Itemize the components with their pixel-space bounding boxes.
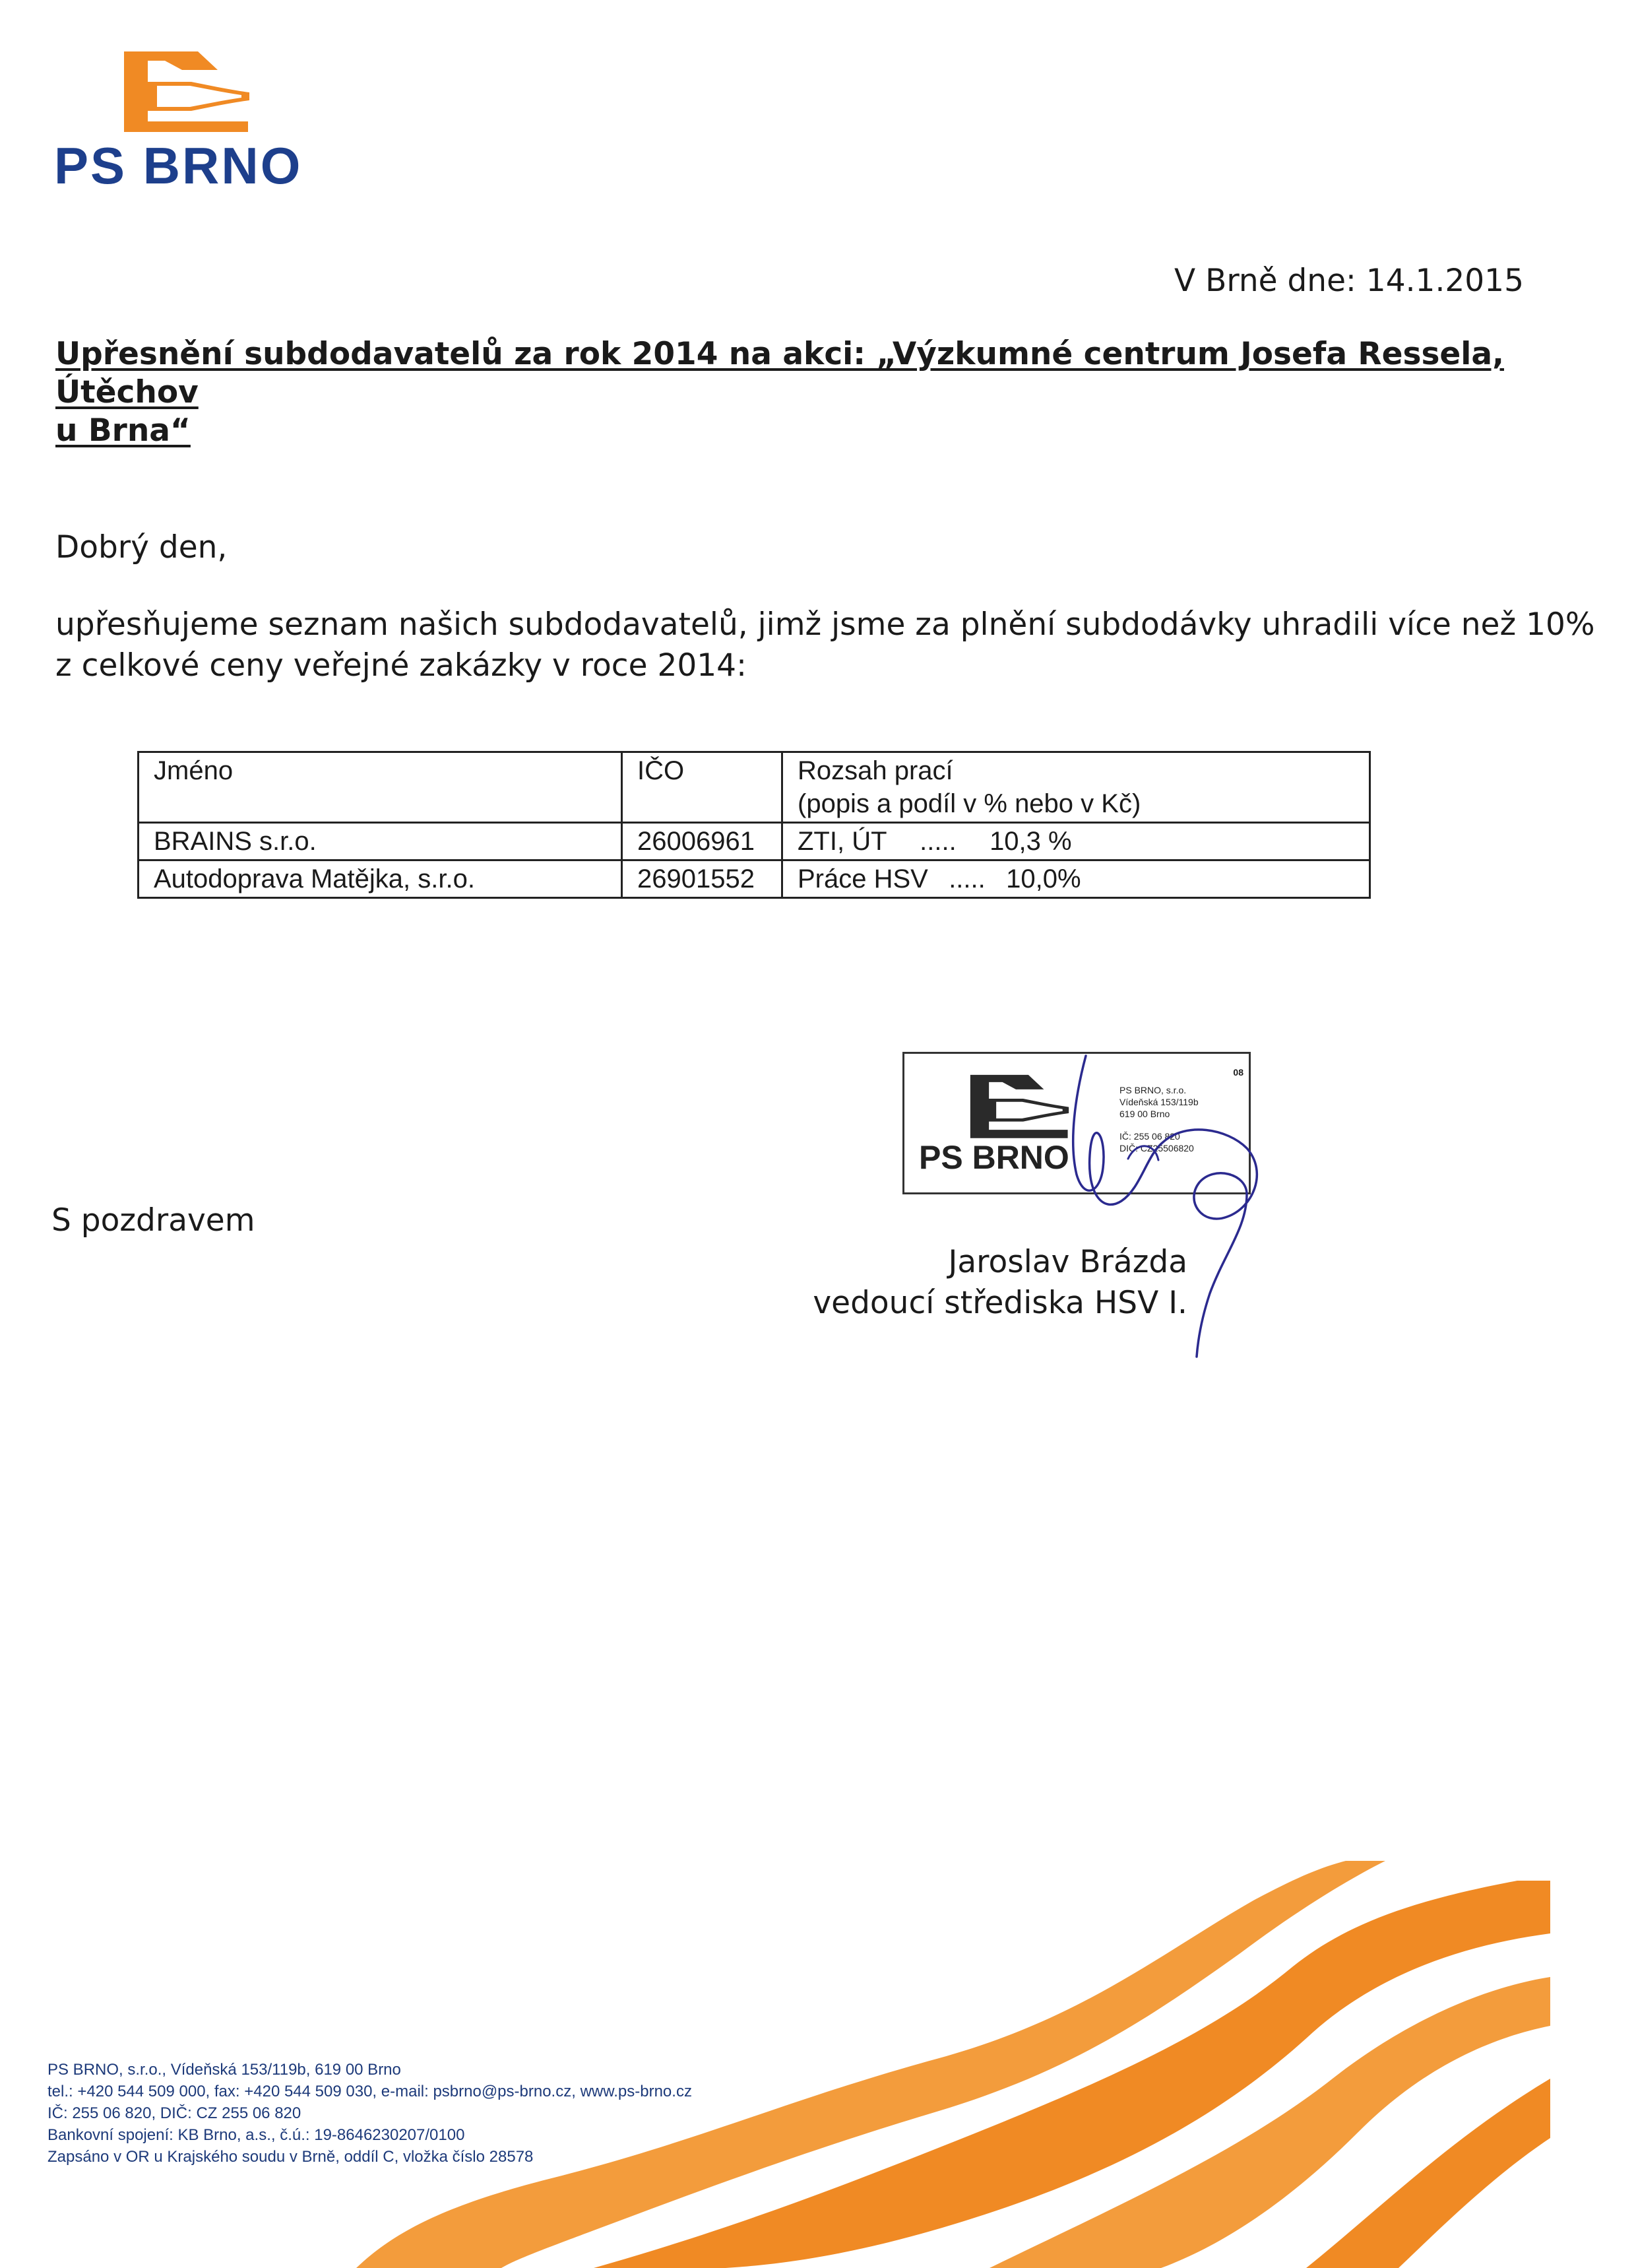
ps-brno-logo-icon xyxy=(119,45,264,137)
stamp-line-5: DIČ: CZ25506820 xyxy=(1119,1143,1194,1153)
stamp-line-4: IČ: 255 06 820 xyxy=(1119,1131,1180,1142)
letter-date: V Brně dne: 14.1.2015 xyxy=(1174,263,1524,299)
footer-line-1: PS BRNO, s.r.o., Vídeňská 153/119b, 619 00 Brno xyxy=(47,2061,401,2079)
header-scope-line-1: Rozsah prací xyxy=(798,756,953,785)
header-ico: IČO xyxy=(622,752,782,823)
stamp-logo-text: PS BRNO xyxy=(919,1139,1069,1176)
footer-line-2: tel.: +420 544 509 000, fax: +420 544 509 030, e-mail: psbrno@ps-brno.cz, www.ps-brno.cz xyxy=(47,2083,692,2100)
body-paragraph xyxy=(55,604,1595,686)
stamp-line-1: PS BRNO, s.r.o. xyxy=(1119,1085,1187,1095)
footer-line-5: Zapsáno v OR u Krajského soudu v Brně, oddíl C, vložka číslo 28578 xyxy=(47,2148,534,2166)
row-ico: 26901552 xyxy=(622,860,782,898)
greeting: Dobrý den, xyxy=(55,529,228,566)
header-scope xyxy=(782,752,1370,823)
company-logo-text: PS BRNO xyxy=(54,137,303,195)
signer-title: vedoucí střediska HSV I. xyxy=(813,1285,1187,1321)
stamp-number: 08 xyxy=(1233,1067,1243,1078)
row-scope xyxy=(782,860,1370,898)
row-scope xyxy=(782,823,1370,860)
row-ico: 26006961 xyxy=(622,823,782,860)
row-share: 10,3 % xyxy=(990,827,1072,856)
stamp-line-3: 619 00 Brno xyxy=(1119,1109,1170,1119)
row-work: Práce HSV xyxy=(798,864,928,893)
row-dots: ..... xyxy=(920,827,957,856)
header-name: Jméno xyxy=(139,752,622,823)
subcontractors-table xyxy=(137,751,1371,899)
subject-line-1: Upřesnění subdodavatelů za rok 2014 na akci: „Výzkumné centrum Josefa Ressela, Útěchov xyxy=(55,336,1504,410)
stamp-line-2: Vídeňská 153/119b xyxy=(1119,1097,1199,1107)
body-line-2: z celkové ceny veřejné zakázky v roce 2014: xyxy=(55,647,747,684)
footer-line-4: Bankovní spojení: KB Brno, a.s., č.ú.: 19-8646230207/0100 xyxy=(47,2126,465,2144)
row-name: BRAINS s.r.o. xyxy=(139,823,622,860)
letter-subject xyxy=(55,335,1507,450)
table-header-row xyxy=(139,752,1370,823)
row-name: Autodoprava Matějka, s.r.o. xyxy=(139,860,622,898)
footer xyxy=(47,2059,692,2168)
table-row xyxy=(139,860,1370,898)
closing: S pozdravem xyxy=(51,1202,255,1239)
body-line-1: upřesňujeme seznam našich subdodavatelů, jimž jsme za plnění subdodávky uhradili více než 10% xyxy=(55,606,1595,643)
row-dots: ..... xyxy=(949,864,986,893)
header-scope-line-2: (popis a podíl v % nebo v Kč) xyxy=(798,789,1141,818)
signer-block xyxy=(792,1242,1187,1324)
footer-line-3: IČ: 255 06 820, DIČ: CZ 255 06 820 xyxy=(47,2104,301,2122)
row-share: 10,0% xyxy=(1006,864,1081,893)
subject-line-2: u Brna“ xyxy=(55,412,191,449)
table-row xyxy=(139,823,1370,860)
row-work: ZTI, ÚT xyxy=(798,827,887,856)
signer-name: Jaroslav Brázda xyxy=(948,1244,1187,1280)
